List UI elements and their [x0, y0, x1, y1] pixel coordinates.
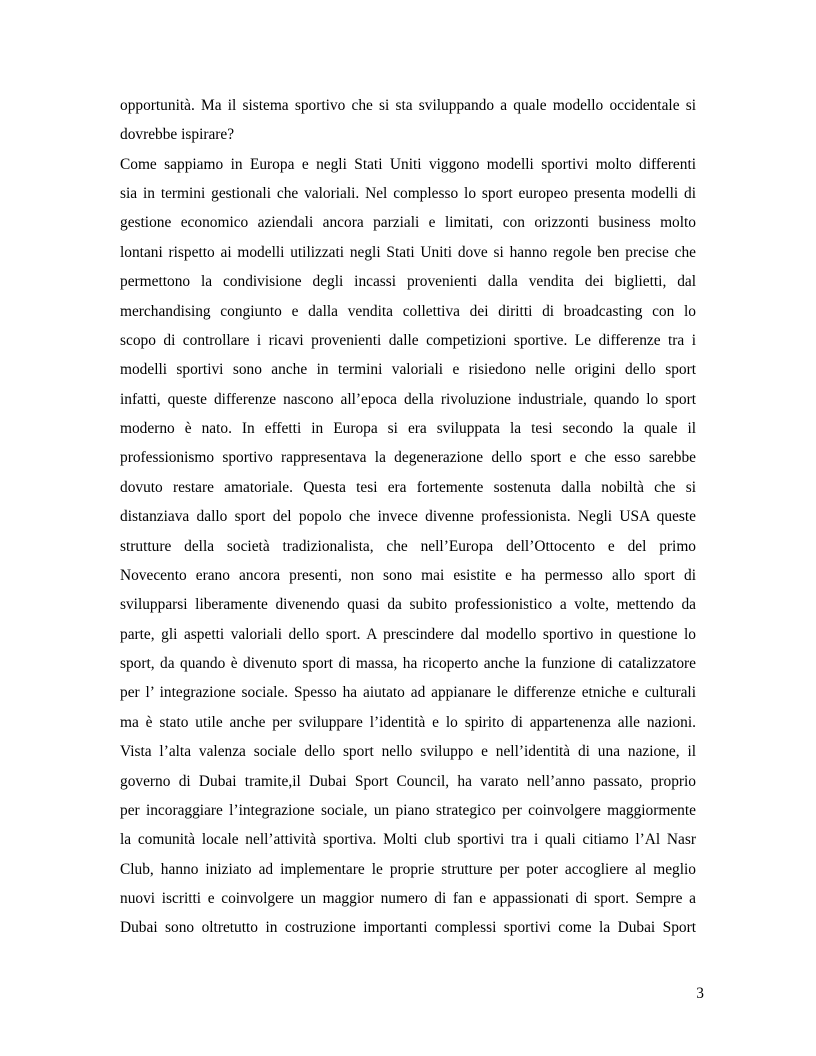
text-line: parte, gli aspetti valoriali dello sport. A prescindere dal modello sportivo in questione lo: [120, 626, 696, 643]
text-line: modelli sportivi sono anche in termini valoriali e risiedono nelle origini dello sport: [120, 361, 696, 378]
text-line: Club, hanno iniziato ad implementare le proprie strutture per poter accogliere al meglio: [120, 861, 696, 878]
text-line: strutture della società tradizionalista, che nell’Europa dell’Ottocento e del primo: [120, 538, 696, 555]
page-number: 3: [696, 985, 704, 1002]
text-line: svilupparsi liberamente divenendo quasi da subito professionistico a volte, mettendo da: [120, 596, 696, 613]
text-line: lontani rispetto ai modelli utilizzati negli Stati Uniti dove si hanno regole ben precise che: [120, 244, 696, 261]
text-line: scopo di controllare i ricavi provenienti dalle competizioni sportive. Le differenze tra i: [120, 332, 696, 349]
text-line: Come sappiamo in Europa e negli Stati Uniti viggono modelli sportivi molto differenti: [120, 156, 696, 173]
text-line: per incoraggiare l’integrazione sociale, un piano strategico per coinvolgere maggiormente: [120, 802, 696, 819]
text-line: la comunità locale nell’attività sportiva. Molti club sportivi tra i quali citiamo l’Al Nasr: [120, 831, 696, 848]
text-line: nuovi iscritti e coinvolgere un maggior numero di fan e appassionati di sport. Sempre a: [120, 890, 696, 907]
text-line: dovuto restare amatoriale. Questa tesi era fortemente sostenuta dalla nobiltà che si: [120, 479, 696, 496]
text-line: Vista l’alta valenza sociale dello sport nello sviluppo e nell’identità di una nazione, il: [120, 743, 696, 760]
text-line: merchandising congiunto e dalla vendita collettiva dei diritti di broadcasting con lo: [120, 303, 696, 320]
text-line: sport, da quando è divenuto sport di massa, ha ricoperto anche la funzione di catalizzatore: [120, 655, 696, 672]
text-line: governo di Dubai tramite,il Dubai Sport Council, ha varato nell’anno passato, proprio: [120, 773, 696, 790]
text-line: gestione economico aziendali ancora parziali e limitati, con orizzonti business molto: [120, 214, 696, 231]
text-line: opportunità. Ma il sistema sportivo che si sta sviluppando a quale modello occidentale si: [120, 97, 696, 114]
text-line: professionismo sportivo rappresentava la degenerazione dello sport e che esso sarebbe: [120, 449, 696, 466]
text-line: dovrebbe ispirare?: [120, 126, 235, 143]
text-line: permettono la condivisione degli incassi provenienti dalla vendita dei biglietti, dal: [120, 273, 696, 290]
text-line: Novecento erano ancora presenti, non sono mai esistite e ha permesso allo sport di: [120, 567, 696, 584]
text-line: per l’ integrazione sociale. Spesso ha aiutato ad appianare le differenze etniche e culturali: [120, 684, 696, 701]
text-line: infatti, queste differenze nascono all’epoca della rivoluzione industriale, quando lo sport: [120, 391, 696, 408]
text-line: Dubai sono oltretutto in costruzione importanti complessi sportivi come la Dubai Sport: [120, 919, 696, 936]
text-line: moderno è nato. In effetti in Europa si era sviluppata la tesi secondo la quale il: [120, 420, 696, 437]
text-line: sia in termini gestionali che valoriali. Nel complesso lo sport europeo presenta modelli di: [120, 185, 696, 202]
text-line: distanziava dallo sport del popolo che invece divenne professionista. Negli USA queste: [120, 508, 696, 525]
text-line: ma è stato utile anche per sviluppare l’identità e lo spirito di appartenenza alle nazioni.: [120, 714, 696, 731]
